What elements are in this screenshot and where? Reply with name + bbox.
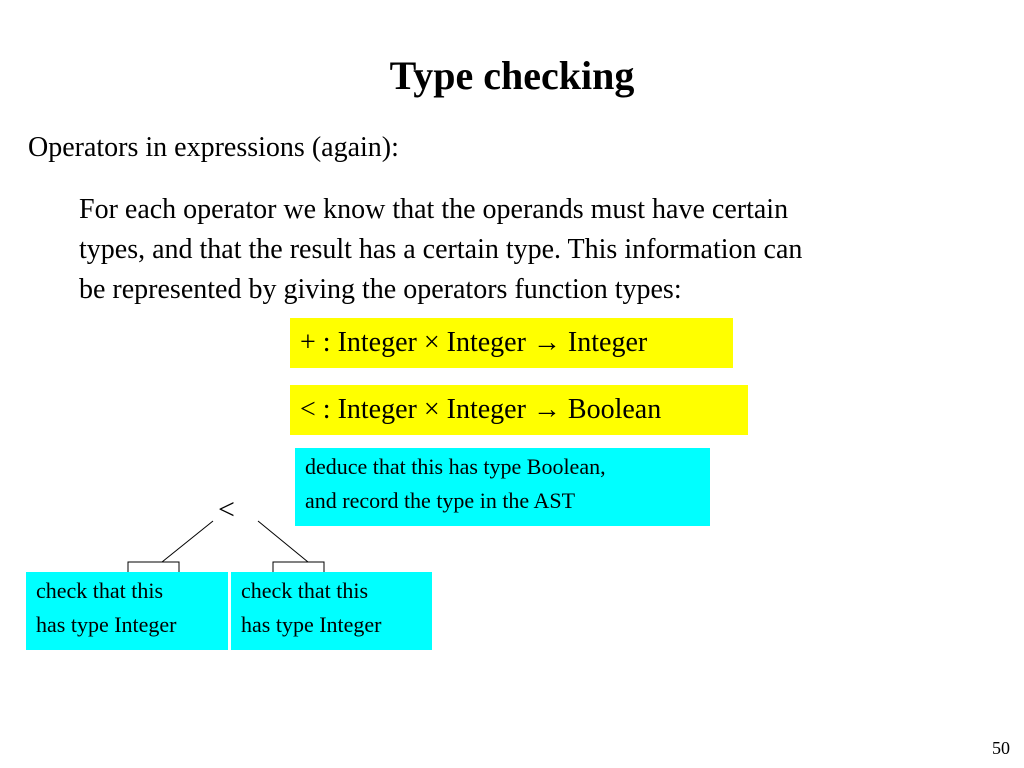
note-line: deduce that this has type Boolean, bbox=[305, 454, 606, 479]
paragraph-line: types, and that the result has a certain type. This information can bbox=[79, 234, 803, 265]
paragraph-line: be represented by giving the operators function types: bbox=[79, 274, 682, 305]
right-operand-note bbox=[231, 572, 432, 650]
left-child-bracket bbox=[128, 562, 179, 572]
slide-title: Type checking bbox=[389, 53, 635, 98]
note-line: check that this bbox=[36, 578, 164, 603]
page-number: 50 bbox=[992, 738, 1010, 758]
right-child-bracket bbox=[273, 562, 324, 572]
plus-signature: + : Integer × Integer → Integer bbox=[290, 318, 733, 368]
right-edge bbox=[258, 521, 308, 562]
note-line: check that this bbox=[241, 578, 369, 603]
left-operand-note bbox=[26, 572, 228, 650]
left-edge bbox=[162, 521, 213, 562]
note-line: and record the type in the AST bbox=[305, 488, 576, 513]
paragraph-line: For each operator we know that the operands must have certain bbox=[79, 194, 789, 225]
tree-root-operator: < bbox=[218, 493, 235, 526]
intro-text: Operators in expressions (again): bbox=[28, 132, 399, 163]
less-than-signature: < : Integer × Integer → Boolean bbox=[290, 385, 748, 435]
note-line: has type Integer bbox=[36, 612, 177, 637]
note-line: has type Integer bbox=[241, 612, 382, 637]
